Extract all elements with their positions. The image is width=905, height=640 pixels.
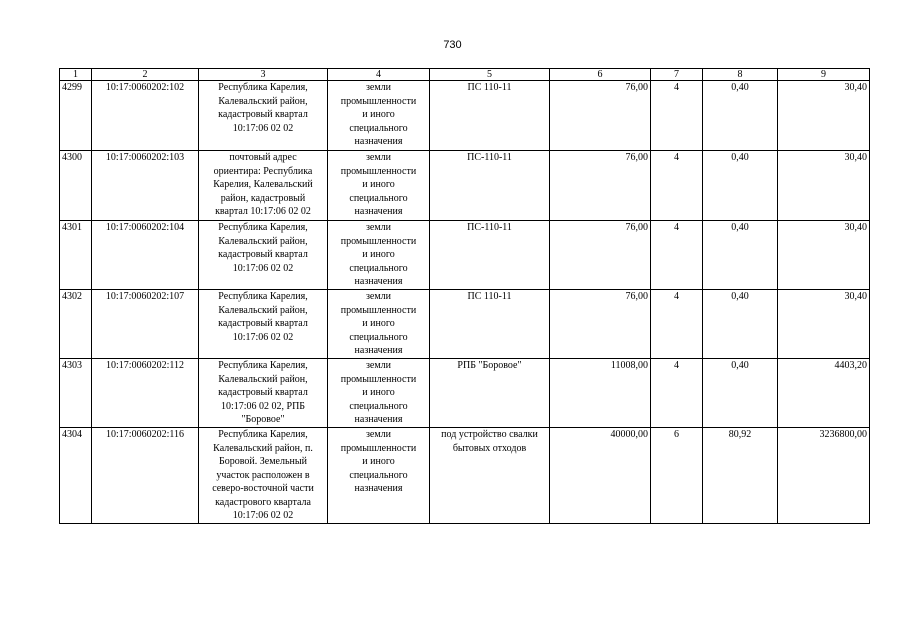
address-line: кадастрового квартала bbox=[215, 496, 311, 508]
column-header: 9 bbox=[778, 69, 870, 81]
permitted-use-line: ПС-110-11 bbox=[467, 152, 512, 163]
permitted-use-line: бытовых отходов bbox=[452, 442, 527, 454]
land-category-line: земли bbox=[365, 82, 392, 93]
permitted-use-line: под устройство свалки bbox=[441, 429, 538, 440]
cadastral-number: 10:17:0060202:107 bbox=[92, 290, 199, 359]
address bbox=[199, 81, 328, 151]
area: 76,00 bbox=[550, 221, 651, 290]
land-category-line: земли bbox=[365, 429, 392, 440]
land-category-line: специального bbox=[349, 262, 408, 274]
land-category-line: специального bbox=[349, 122, 408, 134]
cadastral-number: 10:17:0060202:102 bbox=[92, 81, 199, 151]
rate: 0,40 bbox=[703, 359, 778, 428]
area: 40000,00 bbox=[550, 428, 651, 524]
address-line: "Боровое" bbox=[241, 414, 285, 425]
rate: 0,40 bbox=[703, 151, 778, 221]
address-line: ориентира: Республика bbox=[213, 165, 313, 177]
land-category bbox=[328, 359, 430, 428]
permitted-use bbox=[430, 81, 550, 151]
column-header: 4 bbox=[328, 69, 430, 81]
column-header: 8 bbox=[703, 69, 778, 81]
row-number: 4303 bbox=[60, 359, 92, 428]
address-line: Калевальский район, bbox=[218, 373, 308, 385]
address-line: Калевальский район, bbox=[218, 235, 308, 247]
land-category-line: земли bbox=[365, 152, 392, 163]
value: 4403,20 bbox=[778, 359, 870, 428]
value: 30,40 bbox=[778, 290, 870, 359]
address-line: Калевальский район, п. bbox=[213, 442, 313, 454]
land-category-line: промышленности bbox=[340, 304, 417, 316]
column-header: 3 bbox=[199, 69, 328, 81]
value: 30,40 bbox=[778, 151, 870, 221]
group: 6 bbox=[651, 428, 703, 524]
column-header: 7 bbox=[651, 69, 703, 81]
land-category-line: промышленности bbox=[340, 165, 417, 177]
land-category-line: земли bbox=[365, 291, 392, 302]
address-line: Республика Карелия, bbox=[218, 222, 308, 233]
address-line: кадастровый квартал bbox=[218, 109, 308, 120]
address-line: район, кадастровый bbox=[220, 192, 306, 204]
address-line: кадастровый квартал bbox=[218, 318, 308, 329]
address-line: Республика Карелия, bbox=[218, 360, 308, 371]
land-category-line: назначения bbox=[354, 414, 403, 425]
column-header: 1 bbox=[60, 69, 92, 81]
land-category-line: специального bbox=[349, 192, 408, 204]
land-category-line: земли bbox=[365, 360, 392, 371]
address bbox=[199, 428, 328, 524]
address-line: почтовый адрес bbox=[229, 152, 297, 163]
page-number: 730 bbox=[443, 39, 462, 51]
table-row bbox=[60, 359, 870, 428]
table-row bbox=[60, 221, 870, 290]
land-category-line: промышленности bbox=[340, 373, 417, 385]
land-category-line: промышленности bbox=[340, 95, 417, 107]
permitted-use bbox=[430, 221, 550, 290]
land-category bbox=[328, 151, 430, 221]
land-category-line: и иного bbox=[362, 456, 395, 467]
area: 76,00 bbox=[550, 290, 651, 359]
address bbox=[199, 151, 328, 221]
permitted-use-line: ПС 110-11 bbox=[467, 291, 512, 302]
land-category-line: земли bbox=[365, 222, 392, 233]
value: 30,40 bbox=[778, 81, 870, 151]
permitted-use-line: РПБ "Боровое" bbox=[457, 360, 522, 371]
land-category-line: назначения bbox=[354, 276, 403, 287]
area: 76,00 bbox=[550, 151, 651, 221]
address-line: квартал 10:17:06 02 02 bbox=[215, 206, 311, 217]
table-row bbox=[60, 290, 870, 359]
cadastral-number: 10:17:0060202:116 bbox=[92, 428, 199, 524]
group: 4 bbox=[651, 221, 703, 290]
rate: 0,40 bbox=[703, 290, 778, 359]
permitted-use bbox=[430, 428, 550, 524]
address-line: 10:17:06 02 02 bbox=[232, 331, 294, 343]
address-line: Республика Карелия, bbox=[218, 291, 308, 302]
land-category-line: и иного bbox=[362, 387, 395, 398]
land-category-line: назначения bbox=[354, 345, 403, 356]
address-line: северо-восточной части bbox=[212, 483, 314, 494]
rate: 0,40 bbox=[703, 221, 778, 290]
value: 30,40 bbox=[778, 221, 870, 290]
table-row bbox=[60, 151, 870, 221]
column-header: 5 bbox=[430, 69, 550, 81]
value: 3236800,00 bbox=[778, 428, 870, 524]
land-category-line: и иного bbox=[362, 109, 395, 120]
header-row bbox=[60, 69, 870, 81]
address-line: кадастровый квартал bbox=[218, 249, 308, 260]
address bbox=[199, 221, 328, 290]
table-row bbox=[60, 81, 870, 151]
land-registry-table bbox=[59, 68, 870, 524]
cadastral-number: 10:17:0060202:103 bbox=[92, 151, 199, 221]
land-category bbox=[328, 428, 430, 524]
group: 4 bbox=[651, 151, 703, 221]
address bbox=[199, 290, 328, 359]
group: 4 bbox=[651, 359, 703, 428]
row-number: 4302 bbox=[60, 290, 92, 359]
land-category-line: и иного bbox=[362, 249, 395, 260]
land-category-line: промышленности bbox=[340, 235, 417, 247]
address-line: кадастровый квартал bbox=[218, 387, 308, 398]
rate: 0,40 bbox=[703, 81, 778, 151]
land-category-line: назначения bbox=[354, 206, 403, 217]
address-line: Республика Карелия, bbox=[218, 82, 308, 93]
permitted-use bbox=[430, 290, 550, 359]
address-line: Карелия, Калевальский bbox=[213, 179, 313, 190]
rate: 80,92 bbox=[703, 428, 778, 524]
land-category bbox=[328, 290, 430, 359]
land-category-line: и иного bbox=[362, 179, 395, 190]
column-header: 2 bbox=[92, 69, 199, 81]
land-category-line: назначения bbox=[354, 483, 403, 494]
row-number: 4304 bbox=[60, 428, 92, 524]
land-category-line: специального bbox=[349, 469, 408, 481]
land-category-line: и иного bbox=[362, 318, 395, 329]
group: 4 bbox=[651, 81, 703, 151]
address-line: 10:17:06 02 02, РПБ bbox=[220, 400, 306, 412]
land-category bbox=[328, 221, 430, 290]
row-number: 4299 bbox=[60, 81, 92, 151]
address-line: 10:17:06 02 02 bbox=[232, 122, 294, 134]
column-header: 6 bbox=[550, 69, 651, 81]
address-line: 10:17:06 02 02 bbox=[232, 510, 294, 521]
land-category-line: назначения bbox=[354, 136, 403, 147]
address-line: 10:17:06 02 02 bbox=[232, 262, 294, 274]
row-number: 4301 bbox=[60, 221, 92, 290]
cadastral-number: 10:17:0060202:104 bbox=[92, 221, 199, 290]
permitted-use bbox=[430, 359, 550, 428]
address-line: Боровой. Земельный bbox=[219, 456, 307, 467]
address-line: Республика Карелия, bbox=[218, 429, 308, 440]
address-line: участок расположен в bbox=[216, 469, 310, 481]
cadastral-number: 10:17:0060202:112 bbox=[92, 359, 199, 428]
table-row bbox=[60, 428, 870, 524]
address-line: Калевальский район, bbox=[218, 304, 308, 316]
land-category-line: специального bbox=[349, 400, 408, 412]
area: 11008,00 bbox=[550, 359, 651, 428]
permitted-use-line: ПС-110-11 bbox=[467, 222, 512, 233]
area: 76,00 bbox=[550, 81, 651, 151]
address-line: Калевальский район, bbox=[218, 95, 308, 107]
land-category bbox=[328, 81, 430, 151]
group: 4 bbox=[651, 290, 703, 359]
address bbox=[199, 359, 328, 428]
permitted-use-line: ПС 110-11 bbox=[467, 82, 512, 93]
permitted-use bbox=[430, 151, 550, 221]
row-number: 4300 bbox=[60, 151, 92, 221]
land-category-line: специального bbox=[349, 331, 408, 343]
land-category-line: промышленности bbox=[340, 442, 417, 454]
